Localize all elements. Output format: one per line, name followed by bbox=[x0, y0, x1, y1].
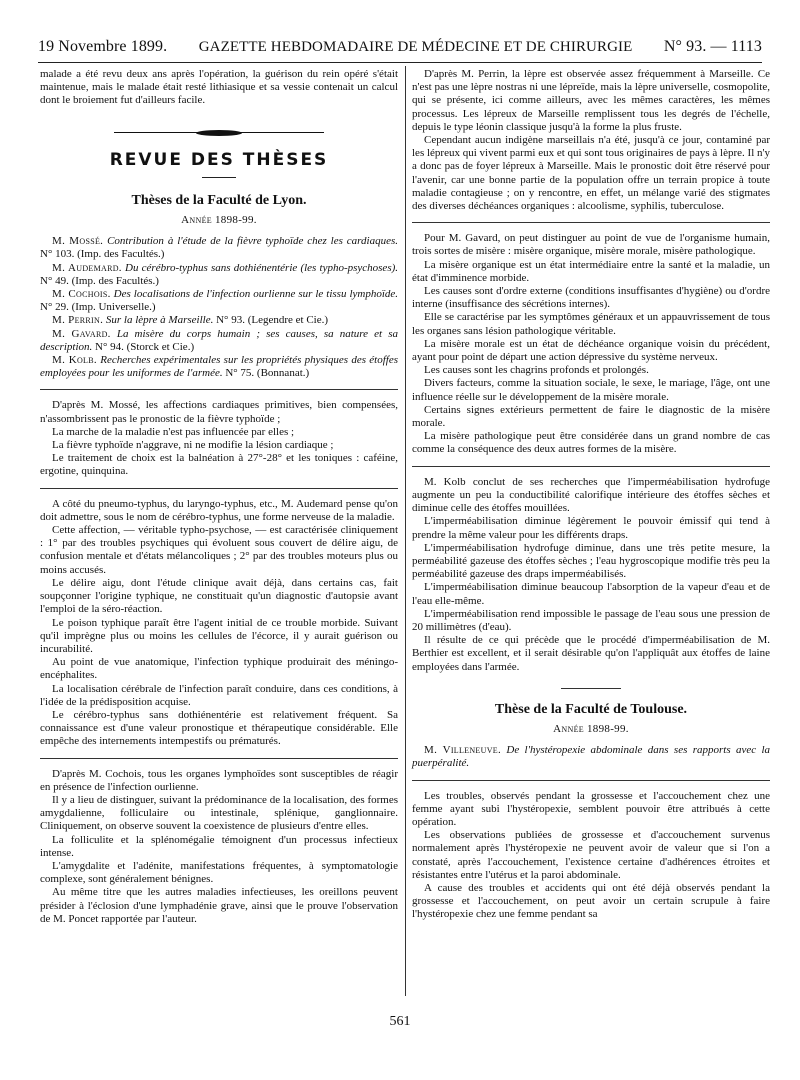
separator bbox=[412, 222, 770, 223]
right-column bbox=[412, 68, 770, 922]
paragraph: La misère organique est un état intermédiaire entre la santé et la maladie, un état d'imminence morbide. bbox=[412, 258, 770, 284]
thesis-entry: M. Kolb. Recherches expérimentales sur les propriétés physiques des étoffes employées pour les uniformes de l'armée. N° 75. (Bonnanat.) bbox=[40, 354, 398, 380]
paragraph: L'imperméabilisation diminue beaucoup l'absorption de la vapeur d'eau et de l'eau elle-même. bbox=[412, 581, 770, 607]
separator bbox=[40, 758, 398, 759]
paragraph: Divers facteurs, comme la situation sociale, le sexe, le mariage, l'âge, ont une influence réelle sur le développement de la misère morale. bbox=[412, 377, 770, 403]
intro-paragraph: malade a été revu deux ans après l'opération, la guérison du rein opéré s'était maintenue, mais le malade était resté lithiasique et sa vessie contenait un calcul dont le broiement fut d'ailleurs facile. bbox=[40, 68, 398, 107]
paragraph: Au point de vue anatomique, l'infection typhique produirait des méningo-encéphalites. bbox=[40, 656, 398, 682]
section-ornament bbox=[40, 130, 398, 136]
title-rule bbox=[202, 177, 236, 178]
audemard-summary bbox=[40, 498, 398, 749]
mosse-summary bbox=[40, 399, 398, 478]
paragraph: Au même titre que les autres maladies infectieuses, les oreillons peuvent présider à l'éclosion d'une lymphadénie grave, ainsi que le prouve l'observation de M. Poncet rapportée par l'auteur. bbox=[40, 886, 398, 925]
running-header bbox=[38, 38, 762, 56]
header-date: 19 Novembre 1899. bbox=[38, 38, 168, 55]
thesis-entry: M. Cochois. Des localisations de l'infection ourlienne sur le tissu lymphoïde. N° 29. (Imp. Universelle.) bbox=[40, 288, 399, 314]
gavard-summary bbox=[412, 232, 770, 456]
paragraph: A côté du pneumo-typhus, du laryngo-typhus, etc., M. Audemard pense qu'on doit admettre, sous le nom de cérébro-typhus, une forme nerveuse de la maladie. bbox=[40, 497, 398, 523]
paragraph: Le délire aigu, dont l'étude clinique avait déjà, dans certains cas, fait soupçonner l'origine typhique, ne constituait qu'un diagnostic d'autopsie avant l'emploi de la séro-réaction. bbox=[40, 576, 398, 616]
paragraph: D'après M. Perrin, la lèpre est observée assez fréquemment à Marseille. Ce n'est pas une lèpre nostras ni une lépreïde, mais la lèpre universelle, cosmopolite, qui se présente, ici comme ailleurs, avec les mêmes caractères, les mêmes processus. Les lépreux de Marseille remplissent tous les degrés de l'échelle, depuis le type léonin classique jusqu'à la forme la plus fruste. bbox=[412, 68, 770, 133]
paragraph: La misère morale est un état de déchéance organique voisin du précédent, ayant pour point de départ une action dépressive du système nerveux. bbox=[412, 337, 770, 364]
header-journal-title: GAZETTE HEBDOMADAIRE DE MÉDECINE ET DE CHIRURGIE bbox=[198, 39, 633, 55]
paragraph: La marche de la maladie n'est pas influencée par elles ; bbox=[52, 425, 295, 438]
paragraph: Les causes sont d'ordre externe (conditions insuffisantes d'hygiène) ou d'ordre interne (insuffisance des sécrétions internes). bbox=[412, 285, 770, 311]
paragraph: Les troubles, observés pendant la grossesse et l'accouchement chez une femme ayant subi l'hystéropexie, semblent pouvoir être attribués à cette opération. bbox=[412, 789, 770, 828]
villeneuve-summary bbox=[412, 790, 770, 922]
paragraph: La localisation cérébrale de l'infection paraît conduire, dans ces conditions, à l'idée de la prédisposition acquise. bbox=[40, 682, 398, 708]
thesis-entry: M. Audemard. Du cérébro-typhus sans dothiénentérie (les typho-psychoses). N° 49. (Imp. des Facultés.) bbox=[40, 261, 399, 287]
perrin-summary bbox=[412, 68, 770, 213]
paragraph: L'imperméabilisation rend impossible le passage de l'eau sous une pression de 20 millimètres (d'eau). bbox=[412, 607, 770, 633]
paragraph: La misère pathologique peut être considérée dans un grand nombre de cas comme la conséquence des deux autres formes de la misère. bbox=[412, 430, 770, 456]
toulouse-year: Année 1898-99. bbox=[553, 722, 629, 735]
kolb-summary bbox=[412, 476, 770, 674]
paragraph: Certains signes extérieurs permettent de faire le diagnostic de la misère morale. bbox=[412, 403, 770, 430]
paragraph: D'après M. Cochois, tous les organes lymphoïdes sont susceptibles de réagir en présence de l'infection ourlienne. bbox=[40, 767, 398, 793]
thesis-entry: M. Mossé. Contribution à l'étude de la fièvre typhoïde chez les cardiaques. N° 103. (Imp. des Facultés.) bbox=[40, 235, 399, 261]
paragraph: Cette affection, — véritable typho-psychose, — est caractérisée cliniquement : 1° par des troubles psychiques qui évoluent sous couvert de délire aigu, de confusion mentale et d'états mélancoliques ; 2° par des troubles moteurs plus ou moins accusés. bbox=[40, 524, 398, 576]
paragraph: L'imperméabilisation diminue légèrement le pouvoir émissif qui tend à prendre la même valeur pour les différents draps. bbox=[412, 515, 770, 541]
paragraph: Cependant aucun indigène marseillais n'a été, jusqu'à ce jour, contaminé par les lépreux qui vivent parmi eux et qui sont tous originaires de pays à lèpre. Il n'y a donc pas de foyer lépreux à Marseille. Mais le pronostic doit être réservé pour l'avenir, car une bonne partie de la population offre un terrain propice à toute maladie contagieuse ; on y rencontre, en effet, un mélange varié des stigmates des diverses déchéances organiques : alcoolisme, syphilis, tuberculose. bbox=[412, 134, 770, 213]
separator bbox=[412, 780, 770, 781]
paragraph: Le traitement de choix est la balnéation à 27°-28° et les toniques : caféine, ergotine, quinquina. bbox=[40, 452, 398, 478]
paragraph: L'amygdalite et l'adénite, manifestations fréquentes, à symptomatologie complexe, sont généralement bénignes. bbox=[40, 859, 398, 886]
toulouse-heading: Thèse de la Faculté de Toulouse. bbox=[494, 701, 688, 717]
thesis-entry: M. Gavard. La misère du corps humain ; ses causes, sa nature et sa description. N° 94. (Storck et Cie.) bbox=[40, 327, 398, 353]
separator bbox=[412, 466, 770, 467]
paragraph: Le poison typhique paraît être l'agent initial de ce trouble morbide. Suivant qu'il imprègne plus ou moins les cellules de l'écorce, il y aurait guérison ou incurabilité. bbox=[40, 616, 398, 655]
header-rule bbox=[38, 62, 762, 63]
paragraph: Le cérébro-typhus sans dothiénentérie est relativement fréquent. Sa connaissance est d'une valeur pronostique et thérapeutique considérable. Elle empêche des internements intempestifs ou prématurés. bbox=[40, 708, 398, 748]
paragraph: La folliculite et la splénomégalie témoignent d'un processus infectieux intense. bbox=[40, 833, 398, 859]
separator bbox=[40, 389, 398, 390]
paragraph: Les causes sont les chagrins profonds et prolongés. bbox=[424, 364, 649, 377]
paragraph: M. Kolb conclut de ses recherches que l'imperméabilisation hydrofuge augmente un peu la conductibilité calorifique intérieure des étoffes sèches et diminue celle des étoffes mouillées. bbox=[412, 475, 770, 515]
thesis-list bbox=[40, 235, 398, 380]
paragraph: Les observations publiées de grossesse et d'accouchement survenus normalement après l'hystéropexie ne peuvent avoir de valeur que si l'on a constaté, après l'accouchement, l'existence certaine d'adhérences étroites et résistantes entre l'utérus et la paroi abdominale. bbox=[412, 829, 770, 881]
lyon-heading: Thèses de la Faculté de Lyon. bbox=[131, 192, 307, 208]
section-title: REVUE DES THÈSES bbox=[109, 149, 329, 170]
separator bbox=[40, 488, 398, 489]
separator-short bbox=[561, 688, 621, 689]
column-divider bbox=[405, 66, 406, 996]
left-column bbox=[40, 68, 398, 926]
thesis-entry: M. Villeneuve. De l'hystéropexie abdominale dans ses rapports avec la puerpéralité. bbox=[412, 744, 771, 770]
thesis-entry: M. Perrin. Sur la lèpre à Marseille. N° 93. (Legendre et Cie.) bbox=[52, 314, 329, 327]
paragraph: Elle se caractérise par les symptômes généraux et un appauvrissement de tous les organes sans lésion pathologique véritable. bbox=[412, 311, 770, 337]
paragraph: Il résulte de ce qui précède que le procédé d'imperméabilisation de M. Berthier est excellent, et il serait désirable qu'on l'appliquât aux étoffes de laine employées dans l'armée. bbox=[412, 634, 770, 673]
page-number: 561 bbox=[389, 1014, 411, 1029]
paragraph: Pour M. Gavard, on peut distinguer au point de vue de l'organisme humain, trois sortes de misère : misère organique, misère morale, misère pathologique. bbox=[412, 232, 770, 258]
paragraph: Il y a lieu de distinguer, suivant la prédominance de la localisation, des formes amygdalienne, folliculaire ou intestinale, splénique, ganglionnaire. Cliniquement, on observe souvent la coexistence de plusieurs d'entre elles. bbox=[40, 793, 398, 833]
paragraph: La fièvre typhoïde n'aggrave, ni ne modifie la lésion cardiaque ; bbox=[52, 439, 334, 452]
paragraph: D'après M. Mossé, les affections cardiaques primitives, bien compensées, n'assombrissent pas le pronostic de la fièvre typhoïde ; bbox=[40, 399, 398, 425]
cochois-summary bbox=[40, 768, 398, 926]
paragraph: L'imperméabilisation hydrofuge diminue, dans une très petite mesure, la perméabilité gazeuse des étoffes sèches ; l'eau hygroscopique modifie très peu la perméabilité gazeuse des draps imperméabilisés. bbox=[412, 541, 770, 581]
lyon-year: Année 1898-99. bbox=[181, 214, 257, 227]
paragraph: A cause des troubles et accidents qui ont été déjà observés pendant la grossesse et l'accouchement, on peut avoir un certain scrupule à faire l'hystéropexie chez une femme pendant sa bbox=[412, 881, 770, 921]
header-issue: N° 93. — 1113 bbox=[663, 38, 762, 55]
